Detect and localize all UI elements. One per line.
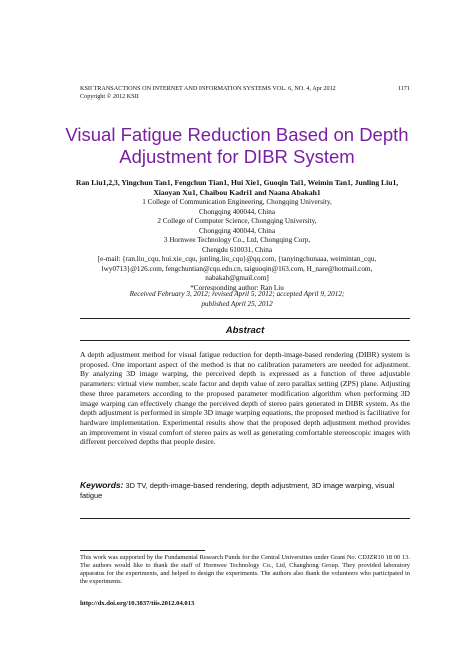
title-line-1: Visual Fatigue Reduction Based on Depth — [65, 124, 409, 145]
keywords-label: Keywords: — [80, 480, 124, 490]
affiliation-line: 3 Hornwee Technology Co., Ltd, Chongqing Corp, — [163, 236, 311, 244]
email-line: nabakah@gmail.com] — [205, 274, 269, 282]
affiliation-line: 2 College of Computer Science, Chongqing University, — [157, 217, 317, 225]
affiliation-line: 1 College of Communication Engineering, Chongqing University, — [142, 198, 332, 206]
title-line-2: Adjustment for DIBR System — [119, 146, 355, 167]
received-line-1: Received February 3, 2012; revised April 5, 2012; accepted April 9, 2012; — [129, 290, 345, 298]
email-line: [e-mail: {ran.liu_cqu, hui.xie_cqu, junling.liu_cqu}@qq.com, {tanyingchunaaa, weimintan_cqu, — [97, 255, 377, 263]
abstract-text: A depth adjustment method for visual fatigue reduction for depth-image-based rendering (DIBR) system is proposed. One important aspect of the method is that no calibration parameters are needed for adjustment. By analyzing 3D image warping, the perceived depth is expressed as a function of three adjustable parameters: virtual view number, scale factor and depth value of zero parallax setting (ZPS) plane. Adjusting these three parameters according to the proposed parameter modification algorithm when performing 3D image warping can effectively change the perceived depth of stereo pairs generated in DIBR system. As the depth adjustment is performed in simple 3D image warping equations, the proposed method is facilitative for hardware implementation. Experimental results show that the proposed depth adjustment method provides an improvement in visual comfort of stereo pairs as well as generating comfortable stereoscopic images with different perceived depths that people desire. — [80, 350, 410, 447]
received-dates — [90, 290, 384, 309]
divider-abstract — [80, 340, 410, 341]
affiliations — [90, 198, 384, 293]
page-number: 1171 — [397, 85, 410, 92]
divider-bottom — [80, 518, 410, 519]
affiliation-line: Chongqing 400044, China — [198, 226, 276, 235]
funding-note: This work was supported by the Fundamental Research Funds for the Central Universities under Grant No. CDJZR10 18 00 13. The authors would like to thank the staff of Hornwee Technology Co., Ltd, Changhong Group. They provided laboratory apparatus for the experiments, and helped to design the experiments. The authors also thank the volunteers who participated in the experiments. — [80, 554, 410, 585]
keywords — [80, 480, 410, 501]
journal-header — [80, 85, 410, 101]
authors-line-1: Ran Liu1,2,3, Yingchun Tan1, Fengchun Tian1, Hui Xie1, Guoqin Tai1, Weimin Tan1, Junling Liu1, — [75, 178, 399, 187]
corresponding-author: *Corresponding author: Ran Liu — [190, 283, 284, 292]
abstract-heading: Abstract — [225, 325, 265, 336]
doi-link[interactable]: http://dx.doi.org/10.3837/tiis.2012.04.013 — [80, 600, 195, 607]
authors-line-2: Xiaoyan Xu1, Chaibou Kadri1 and Naana Abakah1 — [153, 188, 321, 197]
affiliation-line: Chengdu 610031, China — [201, 245, 273, 254]
divider-top — [80, 318, 410, 319]
author-list — [70, 178, 404, 198]
received-line-2: published April 25, 2012 — [201, 299, 273, 308]
affiliation-line: Chongqing 400044, China — [198, 207, 276, 216]
keywords-text: 3D TV, depth-image-based rendering, depth adjustment, 3D image warping, visual fatigue — [80, 481, 395, 500]
copyright-line: Copyright © 2012 KSII — [80, 93, 139, 100]
journal-line: KSII TRANSACTIONS ON INTERNET AND INFORMATION SYSTEMS VOL. 6, NO. 4, Apr 2012 — [80, 85, 336, 92]
paper-title — [60, 124, 414, 168]
email-line: lwy0713}@126.com, fengchuntian@cqu.edu.cn, taiguoqin@163.com, H_nare@hotmail.com, — [101, 264, 373, 273]
footnote-rule — [80, 550, 205, 551]
